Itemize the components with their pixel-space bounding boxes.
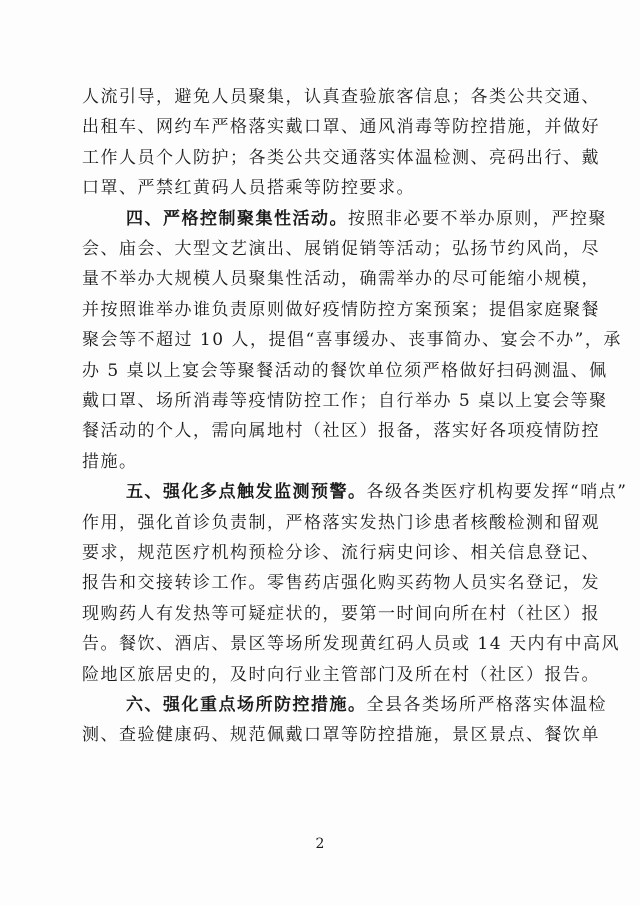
paragraph-line: 会、庙会、大型文艺演出、展销促销等活动；弘扬节约风尚，尽 [82, 239, 600, 259]
section-5-text: 各级各类医疗机构要发挥“哨点” [366, 482, 628, 503]
paragraph-line: 办 5 桌以上宴会等聚餐活动的餐饮单位须严格做好扫码测温、佩 [82, 360, 608, 381]
paragraph-line: 现购药人有发热等可疑症状的，要第一时间向所在村（社区）报 [82, 603, 600, 624]
paragraph-line: 聚会等不超过 10 人，提倡“喜事缓办、丧事简办、宴会不办”，承 [82, 330, 622, 351]
paragraph-line: 报告和交接转诊工作。零售药店强化购买药物人员实名登记，发 [82, 573, 600, 594]
page-number: 2 [315, 836, 325, 852]
paragraph-line: 并按照谁举办谁负责原则做好疫情防控方案预案；提倡家庭聚餐 [82, 299, 600, 320]
paragraph-line: 作用，强化首诊负责制，严格落实发热门诊患者核酸检测和留观 [82, 512, 600, 533]
paragraph-line: 戴口罩、场所消毒等疫情防控工作；自行举办 5 桌以上宴会等聚 [82, 391, 608, 411]
paragraph-line: 人流引导，避免人员聚集，认真查验旅客信息；各类公共交通、 [82, 87, 600, 107]
section-6-first-line [126, 690, 607, 720]
section-4-heading: 四、严格控制聚集性活动。 [126, 208, 348, 229]
paragraph-line: 工作人员个人防护；各类公共交通落实体温检测、亮码出行、戴 [82, 147, 600, 168]
paragraph-line: 措施。 [82, 451, 138, 472]
paragraph-line: 险地区旅居史的，及时向行业主管部门及所在村（社区）报告。 [82, 664, 600, 685]
section-4-text: 按照非必要不举办原则，严控聚 [348, 208, 607, 229]
section-5-heading: 五、强化多点触发监测预警。 [126, 482, 367, 503]
paragraph-line: 出租车、网约车严格落实戴口罩、通风消毒等防控措施，并做好 [82, 117, 600, 138]
section-4-first-line [126, 204, 607, 234]
section-5-first-line [126, 477, 627, 507]
section-6-heading: 六、强化重点场所防控措施。 [126, 695, 367, 715]
paragraph-line: 测、查验健康码、规范佩戴口罩等防控措施，景区景点、餐饮单 [82, 725, 600, 746]
paragraph-line: 口罩、严禁红黄码人员搭乘等防控要求。 [82, 178, 415, 199]
paragraph-line: 量不举办大规模人员聚集性活动，确需举办的尽可能缩小规模， [82, 269, 600, 290]
section-6-text: 全县各类场所严格落实体温检 [366, 695, 607, 715]
paragraph-line: 餐活动的个人，需向属地村（社区）报备，落实好各项疫情防控 [82, 421, 600, 442]
paragraph-line: 要求，规范医疗机构预检分诊、流行病史问诊、相关信息登记、 [82, 543, 600, 563]
paragraph-line: 告。餐饮、酒店、景区等场所发现黄红码人员或 14 天内有中高风 [82, 634, 620, 655]
